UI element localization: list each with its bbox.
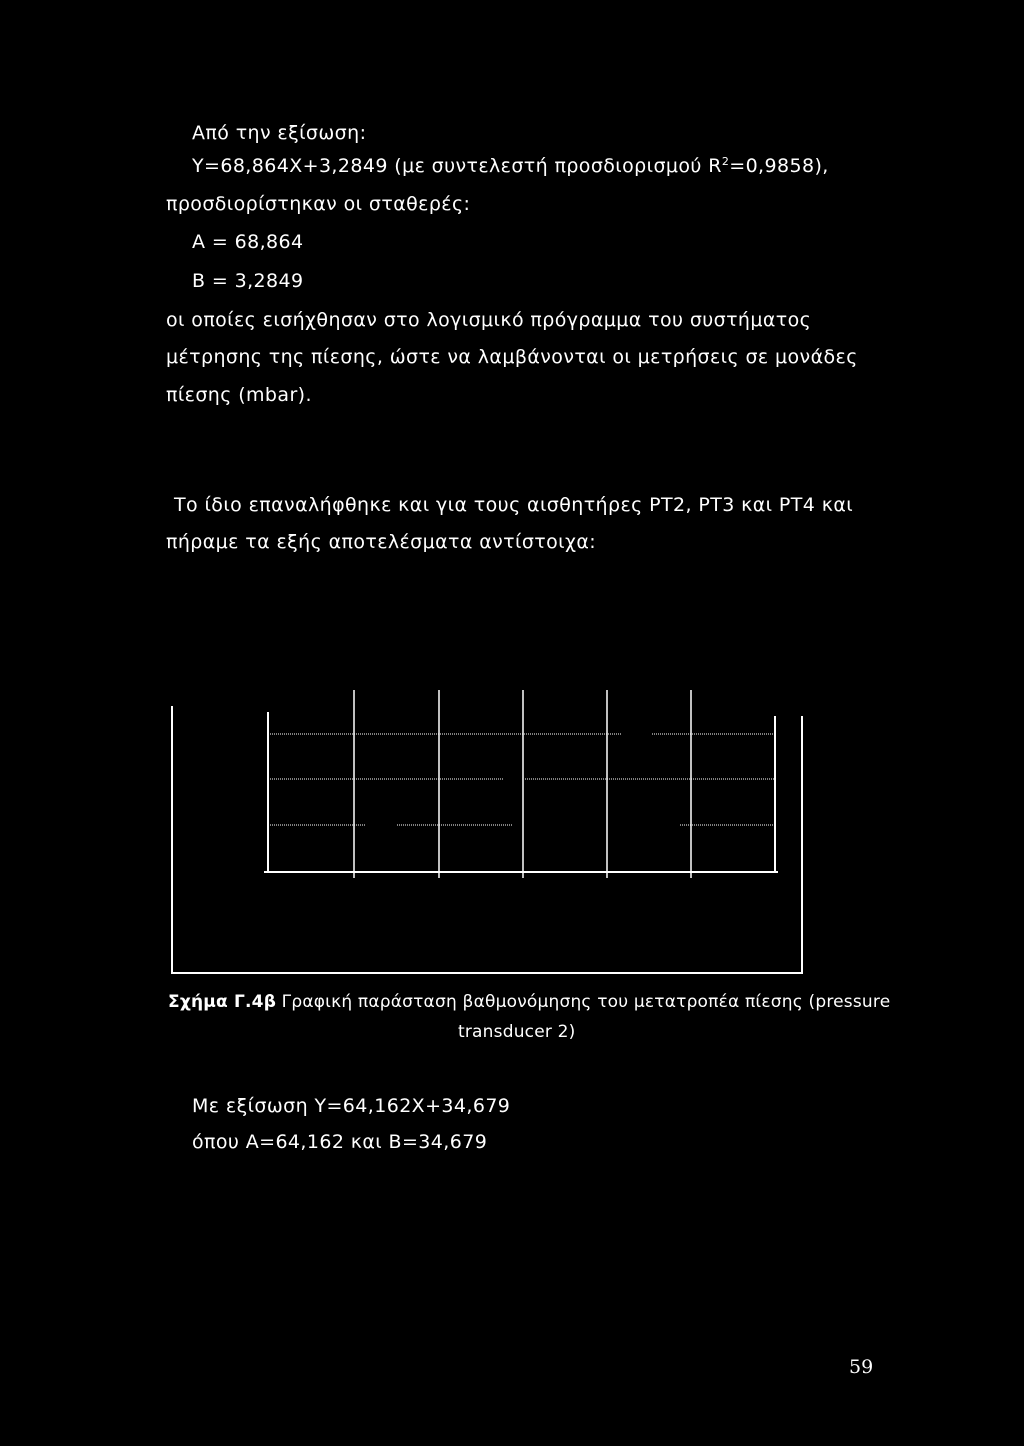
paragraph-line-2: μέτρησης της πίεσης, ώστε να λαμβάνονται οι μετρήσεις σε μονάδες [166, 346, 858, 368]
equation-superscript: 2 [721, 155, 730, 168]
result-equation: Με εξίσωση Y=64,162X+34,679 [192, 1095, 511, 1117]
repeat-line-1: Το ίδιο επαναλήφθηκε και για τους αισθητήρες PT2, PT3 και PT4 και [174, 494, 854, 516]
figure-caption [168, 994, 890, 1011]
constant-a: A = 68,864 [192, 231, 304, 253]
repeat-line-2: πήραμε τα εξής αποτελέσματα αντίστοιχα: [166, 531, 597, 553]
page-number: 59 [849, 1356, 874, 1378]
constants-intro: προσδιορίστηκαν οι σταθερές: [166, 193, 471, 215]
caption-label: Σχήμα Γ.4β [168, 992, 277, 1012]
equation-suffix: =0,9858), [729, 155, 829, 177]
caption-line-2: transducer 2) [458, 1022, 576, 1042]
paragraph-line-1: οι οποίες εισήχθησαν στο λογισμικό πρόγραμμα του συστήματος [166, 309, 812, 331]
result-constants: όπου A=64,162 και B=34,679 [192, 1131, 488, 1153]
caption-text: Γραφική παράσταση βαθμονόμησης του μετατροπέα πίεσης (pressure [276, 992, 891, 1012]
equation-prefix: Y=68,864X+3,2849 (με συντελεστή προσδιορισμού R [192, 155, 722, 177]
constant-b: B = 3,2849 [192, 270, 304, 292]
paragraph-line-3: πίεσης (mbar). [166, 384, 312, 406]
intro-heading: Από την εξίσωση: [192, 122, 367, 144]
